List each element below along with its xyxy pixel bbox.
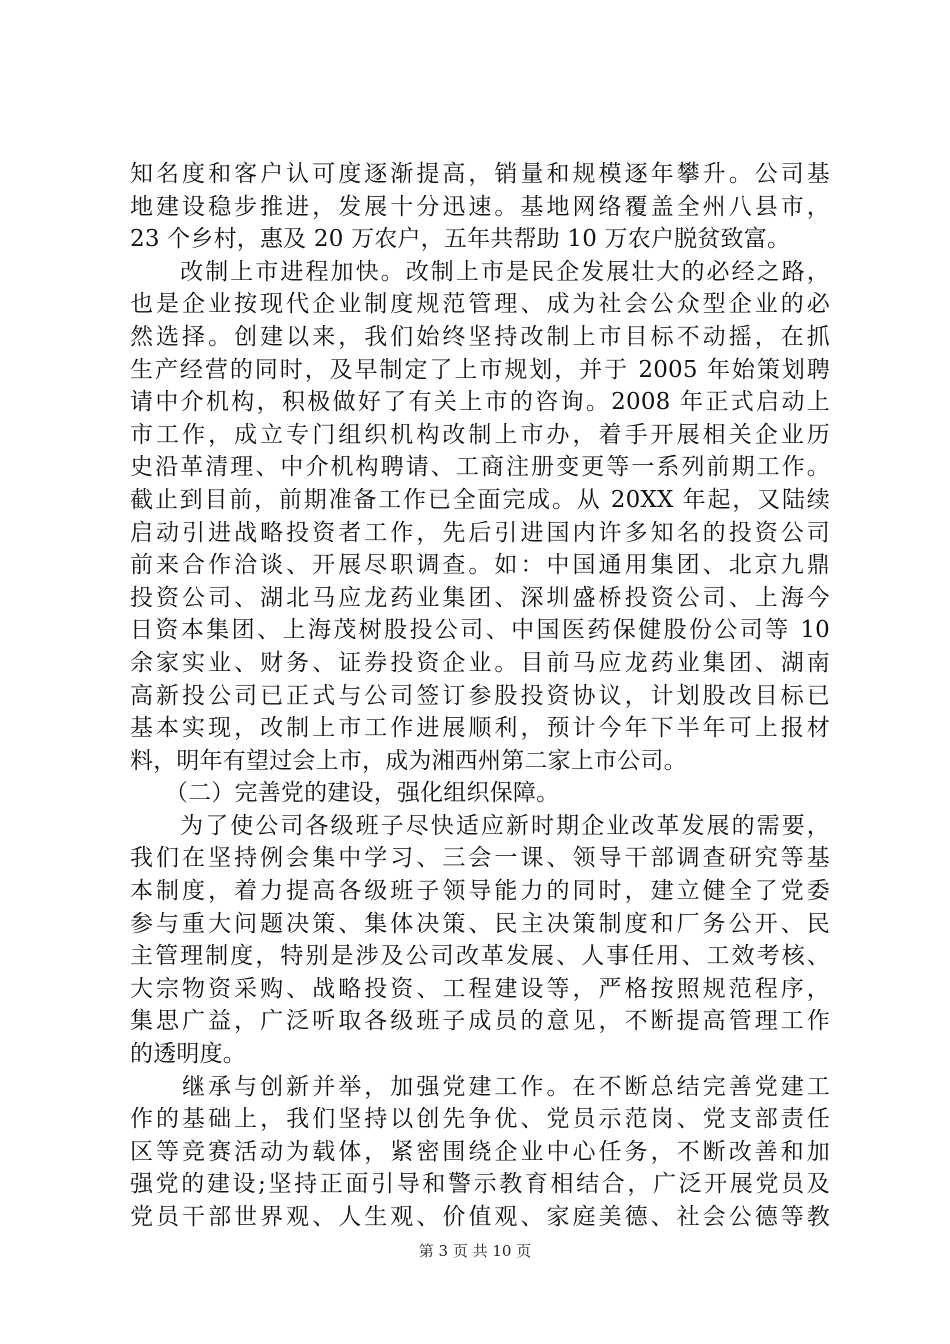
text-line: 主管理制度，特别是涉及公司改革发展、人事任用、工效考核、: [130, 943, 830, 970]
text-line: 基本实现，改制上市工作进展顺利，预计今年下半年可上报材: [130, 715, 830, 742]
text-line: 集思广益，广泛听取各级班子成员的意见，不断提高管理工作: [130, 1008, 830, 1035]
text-line: 地建设稳步推进，发展十分迅速。基地网络覆盖全州八县市，: [130, 193, 830, 220]
text-line: 大宗物资采购、战略投资、工程建设等，严格按照规范程序，: [130, 975, 830, 1002]
text-line: 然选择。创建以来，我们始终坚持改制上市目标不动摇，在抓: [130, 323, 830, 350]
text-line: 日资本集团、上海茂树股投公司、中国医药保健股份公司等 10: [130, 617, 830, 644]
text-line: 料，明年有望过会上市，成为湘西州第二家上市公司。: [130, 747, 687, 774]
text-line: 23 个乡村，惠及 20 万农户，五年共帮助 10 万农户脱贫致富。: [130, 226, 791, 253]
text-line: 投资公司、湖北马应龙药业集团、深圳盛桥投资公司、上海今: [130, 584, 830, 611]
text-line: 请中介机构，积极做好了有关上市的咨询。2008 年正式启动上: [130, 389, 830, 416]
text-line: 参与重大问题决策、集体决策、民主决策制度和厂务公开、民: [130, 910, 830, 937]
text-line: 为了使公司各级班子尽快适应新时期企业改革发展的需要，: [130, 812, 830, 839]
text-line: 也是企业按现代企业制度规范管理、成为社会公众型企业的必: [130, 291, 830, 318]
text-line: 党员干部世界观、人生观、价值观、家庭美德、社会公德等教: [130, 1204, 830, 1230]
text-line: 作的基础上，我们坚持以创先争优、党员示范岗、党支部责任: [130, 1106, 830, 1133]
page-footer: 第 3 页 共 10 页: [418, 1242, 532, 1260]
text-line: 生产经营的同时，及早制定了上市规划，并于 2005 年始策划聘: [130, 356, 830, 383]
text-line: 启动引进战略投资者工作，先后引进国内许多知名的投资公司: [130, 519, 830, 546]
text-line: 余家实业、财务、证券投资企业。目前马应龙药业集团、湖南: [130, 649, 830, 676]
text-line: 强党的建设;坚持正面引导和警示教育相结合，广泛开展党员及: [130, 1171, 830, 1198]
text-line: 前来合作洽谈、开展尽职调查。如：中国通用集团、北京九鼎: [130, 552, 830, 579]
text-line: 区等竞赛活动为载体，紧密围绕企业中心任务，不断改善和加: [130, 1138, 830, 1165]
text-line: 我们在坚持例会集中学习、三会一课、领导干部调查研究等基: [130, 845, 830, 872]
text-line: 继承与创新并举，加强党建工作。在不断总结完善党建工: [130, 1073, 830, 1100]
text-line: （二）完善党的建设，强化组织保障。: [130, 780, 560, 807]
text-line: 截止到目前，前期准备工作已全面完成。从 20XX 年起，又陆续: [130, 486, 830, 513]
text-line: 高新投公司已正式与公司签订参股投资协议，计划股改目标已: [130, 682, 830, 709]
text-line: 的透明度。: [130, 1041, 246, 1068]
text-line: 市工作，成立专门组织机构改制上市办，着手开展相关企业历: [130, 421, 830, 448]
text-line: 史沿革清理、中介机构聘请、工商注册变更等一系列前期工作。: [130, 454, 830, 481]
text-line: 改制上市进程加快。改制上市是民企发展壮大的必经之路，: [130, 258, 830, 285]
document-body: [130, 158, 830, 1234]
text-line: 本制度，着力提高各级班子领导能力的同时，建立健全了党委: [130, 878, 830, 905]
text-line: 知名度和客户认可度逐渐提高，销量和规模逐年攀升。公司基: [130, 161, 830, 187]
